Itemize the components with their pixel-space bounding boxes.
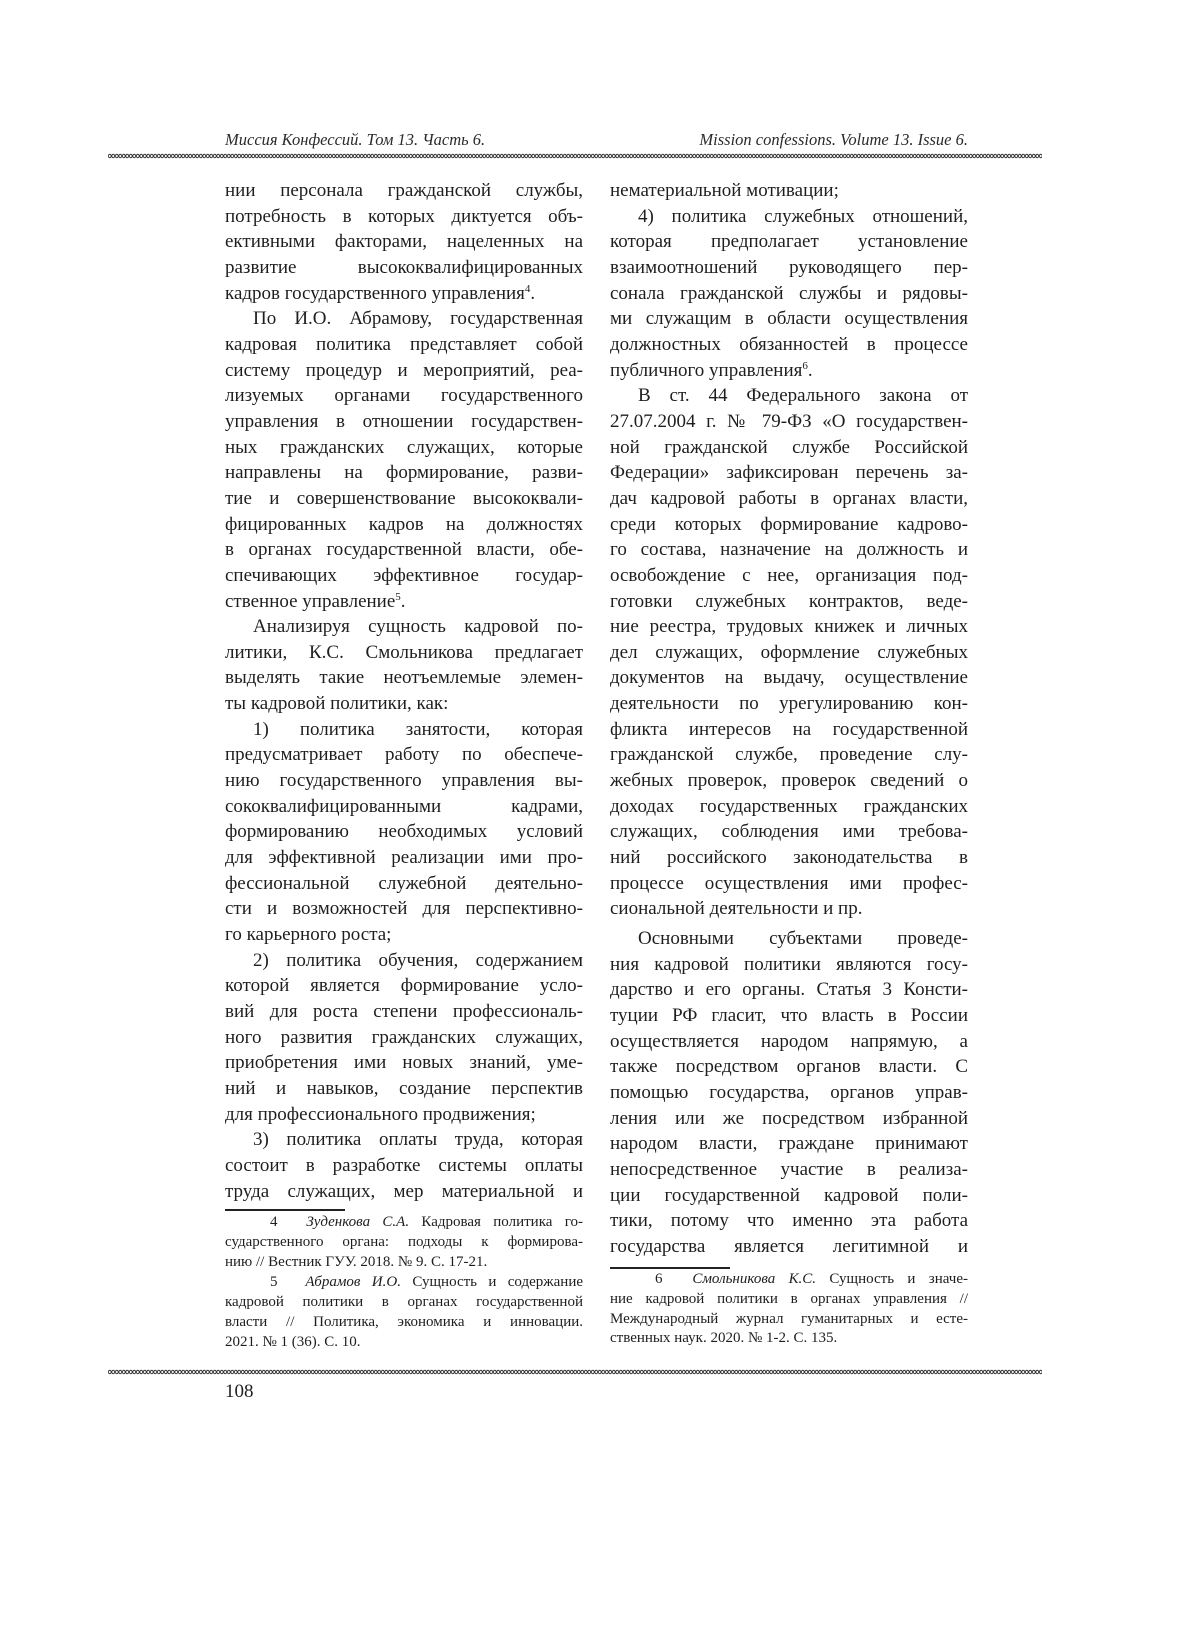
text-line: которой является формирование усло- bbox=[225, 975, 583, 997]
footnote-line bbox=[225, 1213, 583, 1233]
text-line-tail: . bbox=[807, 359, 813, 381]
text-line: 4) политика служебных отношений, bbox=[638, 205, 968, 227]
text-line: для профессионального продвижения; bbox=[225, 1103, 536, 1125]
decorative-border-bottom bbox=[108, 1368, 1042, 1376]
footnote-line: Международный журнал гуманитарных и есте- bbox=[610, 1310, 968, 1327]
text-line: дарство и его органы. Статья 3 Консти- bbox=[610, 979, 968, 1001]
footnote-line: власти // Политика, экономика и инновации. bbox=[225, 1313, 583, 1330]
text-line: состоит в разработке системы оплаты bbox=[225, 1154, 583, 1176]
text-line: направлены на формирование, разви- bbox=[225, 462, 583, 484]
text-line: го карьерного роста; bbox=[225, 924, 392, 946]
text-line: По И.О. Абрамову, государственная bbox=[253, 308, 583, 330]
text-line: спечивающих эффективное государ- bbox=[225, 564, 583, 586]
text-line: готовки служебных контрактов, веде- bbox=[610, 590, 968, 612]
footnote-ref: 6 bbox=[802, 359, 808, 372]
footnote-text: Сущность и значе- bbox=[829, 1271, 969, 1287]
footnote-rule-right bbox=[610, 1267, 730, 1269]
text-line bbox=[225, 281, 583, 307]
text-line: труда служащих, мер материальной и bbox=[225, 1180, 583, 1202]
text-line: дел служащих, оформление служебных bbox=[610, 641, 968, 663]
text-line-tail: . bbox=[530, 282, 536, 304]
text-line: сиональной деятельности и пр. bbox=[610, 898, 863, 920]
running-header-left: Миссия Конфессий. Том 13. Часть 6. bbox=[225, 130, 486, 149]
text-line: дач кадровой работы в органах власти, bbox=[610, 487, 968, 509]
text-line: фицированных кадров на должностях bbox=[225, 513, 583, 535]
running-header bbox=[225, 129, 968, 151]
footnote-line: кадровой политики в органах государственной bbox=[225, 1294, 583, 1311]
text-line: ной гражданской службе Российской bbox=[610, 436, 968, 458]
footnote-line: 2021. № 1 (36). С. 10. bbox=[225, 1333, 361, 1350]
text-line: ний российского законодательства в bbox=[610, 847, 968, 869]
text-line: предусматривает работу по обеспече- bbox=[225, 744, 583, 766]
text-line: нии персонала гражданской службы, bbox=[225, 180, 583, 201]
footnote-number: 5 bbox=[270, 1274, 278, 1291]
footnote-ref: 5 bbox=[395, 590, 401, 603]
footnote-line: нию // Вестник ГУУ. 2018. № 9. С. 17-21. bbox=[225, 1253, 488, 1270]
footnotes-right bbox=[610, 1270, 968, 1349]
text-line: взаимоотношений руководящего пер- bbox=[610, 256, 968, 278]
footnote-line bbox=[610, 1270, 968, 1290]
footnote-line: ственных наук. 2020. № 1-2. С. 135. bbox=[610, 1330, 838, 1347]
text-line: освобождение с нее, организация под- bbox=[610, 564, 968, 586]
text-line: Федерации» зафиксирован перечень за- bbox=[610, 462, 968, 484]
text-line: доходах государственных гражданских bbox=[610, 795, 968, 817]
text-line bbox=[610, 358, 968, 384]
text-line: го состава, назначение на должность и bbox=[610, 539, 968, 561]
running-header-right: Mission confessions. Volume 13. Issue 6. bbox=[699, 130, 968, 149]
text-line: для эффективной реализации ими про- bbox=[225, 847, 583, 869]
text-line: ний и навыков, создание перспектив bbox=[225, 1077, 583, 1099]
text-line: документов на выдачу, осуществление bbox=[610, 667, 968, 689]
right-column bbox=[610, 178, 968, 1260]
footnote-number: 4 bbox=[270, 1214, 278, 1230]
text-line: должностных обязанностей в процессе bbox=[610, 333, 968, 355]
footnote-ref: 4 bbox=[524, 282, 531, 295]
footnote-author: Зуденкова С.А. bbox=[306, 1214, 410, 1230]
text-line-content: ственное управление bbox=[225, 590, 396, 612]
text-line: государства является легитимной и bbox=[610, 1235, 968, 1257]
text-line: тики, потому что именно эта работа bbox=[610, 1210, 968, 1232]
text-line-content: кадров государственного управления bbox=[225, 282, 525, 304]
text-line: ления или же посредством избранной bbox=[610, 1107, 968, 1129]
footnote-text: Сущность и содержание bbox=[412, 1274, 584, 1291]
text-line: жебных проверок, проверок сведений о bbox=[610, 770, 968, 792]
footnote-line bbox=[225, 1273, 583, 1293]
text-line: деятельности по урегулированию кон- bbox=[610, 693, 968, 715]
text-line: В ст. 44 Федерального закона от bbox=[638, 385, 968, 407]
text-line: сти и возможностей для перспективно- bbox=[225, 898, 583, 920]
page-number: 108 bbox=[225, 1381, 254, 1402]
text-line: систему процедур и мероприятий, реа- bbox=[225, 359, 583, 381]
text-line: лизуемых органами государственного bbox=[225, 385, 583, 407]
text-line: Основными субъектами проведе- bbox=[638, 928, 968, 950]
text-line: туции РФ гласит, что власть в России bbox=[610, 1005, 968, 1026]
text-line: непосредственное участие в реализа- bbox=[610, 1158, 968, 1180]
footnote-rule-left bbox=[225, 1209, 345, 1211]
text-line: 1) политика занятости, которая bbox=[253, 718, 583, 740]
text-line: помощью государства, органов управ- bbox=[610, 1081, 968, 1103]
text-line: служащих, соблюдения ими требова- bbox=[610, 821, 968, 843]
footnote-text: Кадровая политика го- bbox=[421, 1214, 584, 1230]
text-line: приобретения ими новых знаний, уме- bbox=[225, 1052, 583, 1074]
text-line: гражданской службе, проведение слу- bbox=[610, 744, 968, 766]
text-line: потребность в которых диктуется объ- bbox=[225, 205, 583, 227]
text-line-tail: . bbox=[400, 590, 406, 612]
footnotes-left bbox=[225, 1213, 583, 1353]
text-line: кадровая политика представляет собой bbox=[225, 333, 583, 355]
text-line: процессе осуществления ими профес- bbox=[610, 872, 968, 894]
text-line: 27.07.2004 г. № 79-ФЗ «О государствен- bbox=[610, 410, 968, 432]
text-line: 3) политика оплаты труда, которая bbox=[253, 1129, 583, 1151]
footnote-number: 6 bbox=[655, 1271, 663, 1287]
text-line: нию государственного управления вы- bbox=[225, 770, 583, 792]
footnote-author: Абрамов И.О. bbox=[305, 1274, 401, 1291]
text-line: среди которых формирование кадрово- bbox=[610, 513, 968, 535]
footnote-line: ние кадровой политики в органах управления // bbox=[610, 1290, 968, 1307]
text-line: выделять такие неотъемлемые элемен- bbox=[225, 667, 583, 689]
left-column bbox=[225, 178, 583, 1204]
text-line: нематериальной мотивации; bbox=[610, 180, 839, 201]
text-line-content: публичного управления bbox=[610, 359, 803, 381]
footnote-line: сударственного органа: подходы к формирова- bbox=[225, 1233, 583, 1250]
text-line: тие и совершенствование высококвали- bbox=[225, 487, 583, 509]
text-line: формированию необходимых условий bbox=[225, 821, 583, 843]
text-line: ми служащим в области осуществления bbox=[610, 308, 968, 330]
text-line: литики, К.С. Смольникова предлагает bbox=[225, 641, 583, 663]
text-line: ние реестра, трудовых книжек и личных bbox=[610, 616, 968, 638]
text-line: ективными факторами, нацеленных на bbox=[225, 231, 583, 253]
text-line: ного развития гражданских служащих, bbox=[225, 1026, 583, 1048]
text-line: которая предполагает установление bbox=[610, 231, 968, 253]
text-line: осуществляется народом напрямую, а bbox=[610, 1030, 968, 1052]
text-line: Анализируя сущность кадровой по- bbox=[253, 616, 583, 638]
text-line: сонала гражданской службы и рядовы- bbox=[610, 282, 968, 304]
text-line: 2) политика обучения, содержанием bbox=[253, 949, 583, 971]
text-line: сококвалифицированными кадрами, bbox=[225, 795, 583, 817]
text-line: ния кадровой политики являются госу- bbox=[610, 953, 968, 975]
text-line: вий для роста степени профессиональ- bbox=[225, 1001, 583, 1022]
text-line: управления в отношении государствен- bbox=[225, 410, 583, 432]
footnote-author: Смольникова К.С. bbox=[692, 1271, 817, 1287]
text-line: ции государственной кадровой поли- bbox=[610, 1184, 968, 1206]
text-line: развитие высококвалифицированных bbox=[225, 256, 583, 278]
text-line: ных гражданских служащих, которые bbox=[225, 436, 583, 458]
text-line: фликта интересов на государственной bbox=[610, 718, 968, 740]
text-line: фессиональной служебной деятельно- bbox=[225, 872, 583, 894]
decorative-border-top bbox=[108, 152, 1042, 160]
text-line: народом власти, граждане принимают bbox=[610, 1133, 968, 1155]
text-line: в органах государственной власти, обе- bbox=[225, 539, 583, 561]
text-line: ты кадровой политики, как: bbox=[225, 693, 449, 715]
text-line: также посредством органов власти. С bbox=[610, 1056, 968, 1078]
text-line bbox=[225, 589, 583, 615]
